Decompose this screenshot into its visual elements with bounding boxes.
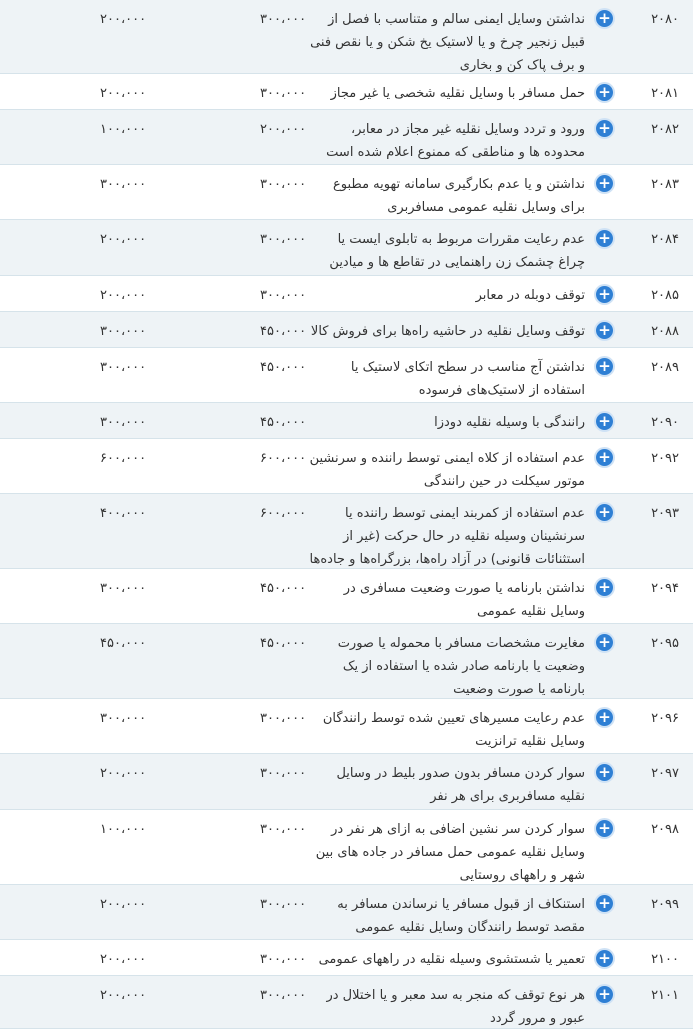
fine-b: ۱۰۰،۰۰۰ (100, 822, 147, 837)
table-row (0, 494, 693, 569)
violation-code: ۲۰۹۸ (651, 822, 679, 837)
fine-a: ۶۰۰،۰۰۰ (260, 451, 307, 466)
violation-description: نداشتن وسایل ایمنی سالم و متناسب با فصل از قبیل زنجیر چرخ و یا لاستیک یخ شکن و یا نقص فنی و برف پاک کن و بخاری (310, 12, 585, 73)
plus-circle-icon[interactable]: + (596, 950, 613, 967)
violation-code: ۲۱۰۰ (651, 952, 679, 967)
fine-a: ۴۵۰،۰۰۰ (260, 415, 307, 430)
violation-description: رانندگی با وسیله نقلیه دودزا (434, 415, 585, 430)
plus-circle-icon[interactable]: + (596, 175, 613, 192)
fine-b: ۳۰۰،۰۰۰ (100, 360, 147, 375)
violation-code: ۲۰۸۴ (651, 232, 679, 247)
table-row (0, 276, 693, 312)
plus-circle-icon[interactable]: + (596, 634, 613, 651)
fine-b: ۲۰۰،۰۰۰ (100, 86, 147, 101)
fine-a: ۳۰۰،۰۰۰ (260, 952, 307, 967)
table-row (0, 699, 693, 754)
violation-description: عدم رعایت مقررات مربوط به تابلوی ایست یا چراغ چشمک زن راهنمایی در تقاطع ها و میادین (329, 232, 585, 270)
violation-description: سوار کردن مسافر بدون صدور بلیط در وسایل نقلیه مسافربری برای هر نفر (336, 766, 585, 804)
fine-b: ۱۰۰،۰۰۰ (100, 122, 147, 137)
violation-code: ۲۰۸۸ (651, 324, 679, 339)
plus-circle-icon[interactable]: + (596, 84, 613, 101)
fine-a: ۳۰۰،۰۰۰ (260, 822, 307, 837)
violation-code: ۲۰۸۵ (651, 288, 679, 303)
violation-description: مغایرت مشخصات مسافر با محموله یا صورت وضعیت یا بارنامه صادر شده یا استفاده از یک بارنامه یا صورت وضعیت (337, 636, 585, 697)
table-row (0, 0, 693, 74)
violation-code: ۲۰۸۱ (651, 86, 679, 101)
plus-circle-icon[interactable]: + (596, 358, 613, 375)
fine-b: ۳۰۰،۰۰۰ (100, 415, 147, 430)
fine-a: ۲۰۰،۰۰۰ (260, 122, 307, 137)
fine-a: ۳۰۰،۰۰۰ (260, 766, 307, 781)
plus-circle-icon[interactable]: + (596, 895, 613, 912)
violation-description: عدم رعایت مسیرهای تعیین شده توسط رانندگان وسایل نقلیه ترانزیت (322, 711, 585, 749)
violation-code: ۲۱۰۱ (651, 988, 679, 1003)
fine-b: ۲۰۰،۰۰۰ (100, 232, 147, 247)
fine-b: ۲۰۰،۰۰۰ (100, 288, 147, 303)
fine-a: ۶۰۰،۰۰۰ (260, 506, 307, 521)
fine-b: ۲۰۰،۰۰۰ (100, 897, 147, 912)
table-row (0, 810, 693, 885)
table-row (0, 348, 693, 403)
plus-circle-icon[interactable]: + (596, 709, 613, 726)
violation-description: نداشتن و یا عدم بکارگیری سامانه تهویه مطبوع برای وسایل نقلیه عمومی مسافربری (333, 177, 585, 215)
violation-code: ۲۰۹۰ (651, 415, 679, 430)
violation-description: توقف دوبله در معابر (475, 288, 585, 303)
violation-description: تعمیر یا شستشوی وسیله نقلیه در راههای عمومی (318, 952, 585, 967)
table-row (0, 220, 693, 276)
violation-description: حمل مسافر با وسایل نقلیه شخصی یا غیر مجاز (330, 86, 585, 101)
fine-b: ۳۰۰،۰۰۰ (100, 711, 147, 726)
fine-a: ۳۰۰،۰۰۰ (260, 86, 307, 101)
violation-description: هر نوع توقف که منجر به سد معبر و یا اختلال در عبور و مرور گردد (326, 988, 585, 1026)
violation-description: نداشتن بارنامه یا صورت وضعیت مسافری در وسایل نقلیه عمومی (343, 581, 585, 619)
table-row (0, 312, 693, 348)
table-row (0, 624, 693, 699)
plus-circle-icon[interactable]: + (596, 322, 613, 339)
fine-b: ۳۰۰،۰۰۰ (100, 177, 147, 192)
plus-circle-icon[interactable]: + (596, 449, 613, 466)
fine-a: ۳۰۰،۰۰۰ (260, 988, 307, 1003)
plus-circle-icon[interactable]: + (596, 986, 613, 1003)
fine-a: ۳۰۰،۰۰۰ (260, 177, 307, 192)
fine-b: ۲۰۰،۰۰۰ (100, 952, 147, 967)
table-row (0, 439, 693, 494)
fine-a: ۳۰۰،۰۰۰ (260, 12, 307, 27)
fine-b: ۲۰۰،۰۰۰ (100, 12, 147, 27)
violation-code: ۲۰۹۳ (651, 506, 679, 521)
violation-description: توقف وسایل نقلیه در حاشیه راه‌ها برای فروش کالا (310, 324, 585, 339)
violation-code: ۲۰۹۲ (651, 451, 679, 466)
table-row (0, 885, 693, 940)
plus-circle-icon[interactable]: + (596, 820, 613, 837)
violation-code: ۲۰۸۳ (651, 177, 679, 192)
violation-description: ورود و تردد وسایل نقلیه غیر مجاز در معابر، محدوده ها و مناطقی که ممنوع اعلام شده است (326, 122, 585, 160)
violation-code: ۲۰۹۷ (651, 766, 679, 781)
fine-a: ۴۵۰،۰۰۰ (260, 636, 307, 651)
table-row (0, 569, 693, 624)
fine-b: ۳۰۰،۰۰۰ (100, 581, 147, 596)
table-row (0, 754, 693, 810)
violation-code: ۲۰۹۶ (651, 711, 679, 726)
violation-code: ۲۰۸۲ (651, 122, 679, 137)
plus-circle-icon[interactable]: + (596, 764, 613, 781)
plus-circle-icon[interactable]: + (596, 120, 613, 137)
violation-description: استنکاف از قبول مسافر یا نرساندن مسافر به مقصد توسط رانندگان وسایل نقلیه عمومی (337, 897, 585, 935)
plus-circle-icon[interactable]: + (596, 286, 613, 303)
violation-description: سوار کردن سر نشین اضافی به ازای هر نفر در وسایل نقلیه عمومی حمل مسافر در جاده های بین شهر و راههای روستایی (315, 822, 585, 883)
plus-circle-icon[interactable]: + (596, 504, 613, 521)
table-row (0, 74, 693, 110)
plus-circle-icon[interactable]: + (596, 579, 613, 596)
table-row (0, 110, 693, 165)
violation-description: عدم استفاده از کمربند ایمنی توسط راننده یا سرنشینان وسیله نقلیه در حال حرکت (غیر از استثنائات قانونی) در آزاد راه‌ها، بزرگراه‌ها و جاده‌ها (309, 506, 585, 567)
fine-a: ۳۰۰،۰۰۰ (260, 288, 307, 303)
table-row (0, 940, 693, 976)
table-row (0, 976, 693, 1029)
violation-code: ۲۰۸۰ (651, 12, 679, 27)
plus-circle-icon[interactable]: + (596, 230, 613, 247)
fine-a: ۳۰۰،۰۰۰ (260, 232, 307, 247)
fine-a: ۴۵۰،۰۰۰ (260, 324, 307, 339)
violation-description: نداشتن آج مناسب در سطح اتکای لاستیک یا استفاده از لاستیک‌های فرسوده (350, 360, 585, 398)
fine-b: ۲۰۰،۰۰۰ (100, 988, 147, 1003)
violation-description: عدم استفاده از کلاه ایمنی توسط راننده و سرنشین موتور سیکلت در حین رانندگی (309, 451, 585, 489)
plus-circle-icon[interactable]: + (596, 413, 613, 430)
plus-circle-icon[interactable]: + (596, 10, 613, 27)
fine-a: ۴۵۰،۰۰۰ (260, 360, 307, 375)
violation-code: ۲۰۹۵ (651, 636, 679, 651)
violation-code: ۲۰۸۹ (651, 360, 679, 375)
fine-b: ۳۰۰،۰۰۰ (100, 324, 147, 339)
fine-b: ۴۰۰،۰۰۰ (100, 506, 147, 521)
violation-code: ۲۰۹۴ (651, 581, 679, 596)
fine-a: ۳۰۰،۰۰۰ (260, 711, 307, 726)
fine-a: ۳۰۰،۰۰۰ (260, 897, 307, 912)
fine-b: ۴۵۰،۰۰۰ (100, 636, 147, 651)
fine-b: ۲۰۰،۰۰۰ (100, 766, 147, 781)
table-row (0, 165, 693, 220)
table-row (0, 403, 693, 439)
fine-a: ۴۵۰،۰۰۰ (260, 581, 307, 596)
violation-code: ۲۰۹۹ (651, 897, 679, 912)
fine-b: ۶۰۰،۰۰۰ (100, 451, 147, 466)
